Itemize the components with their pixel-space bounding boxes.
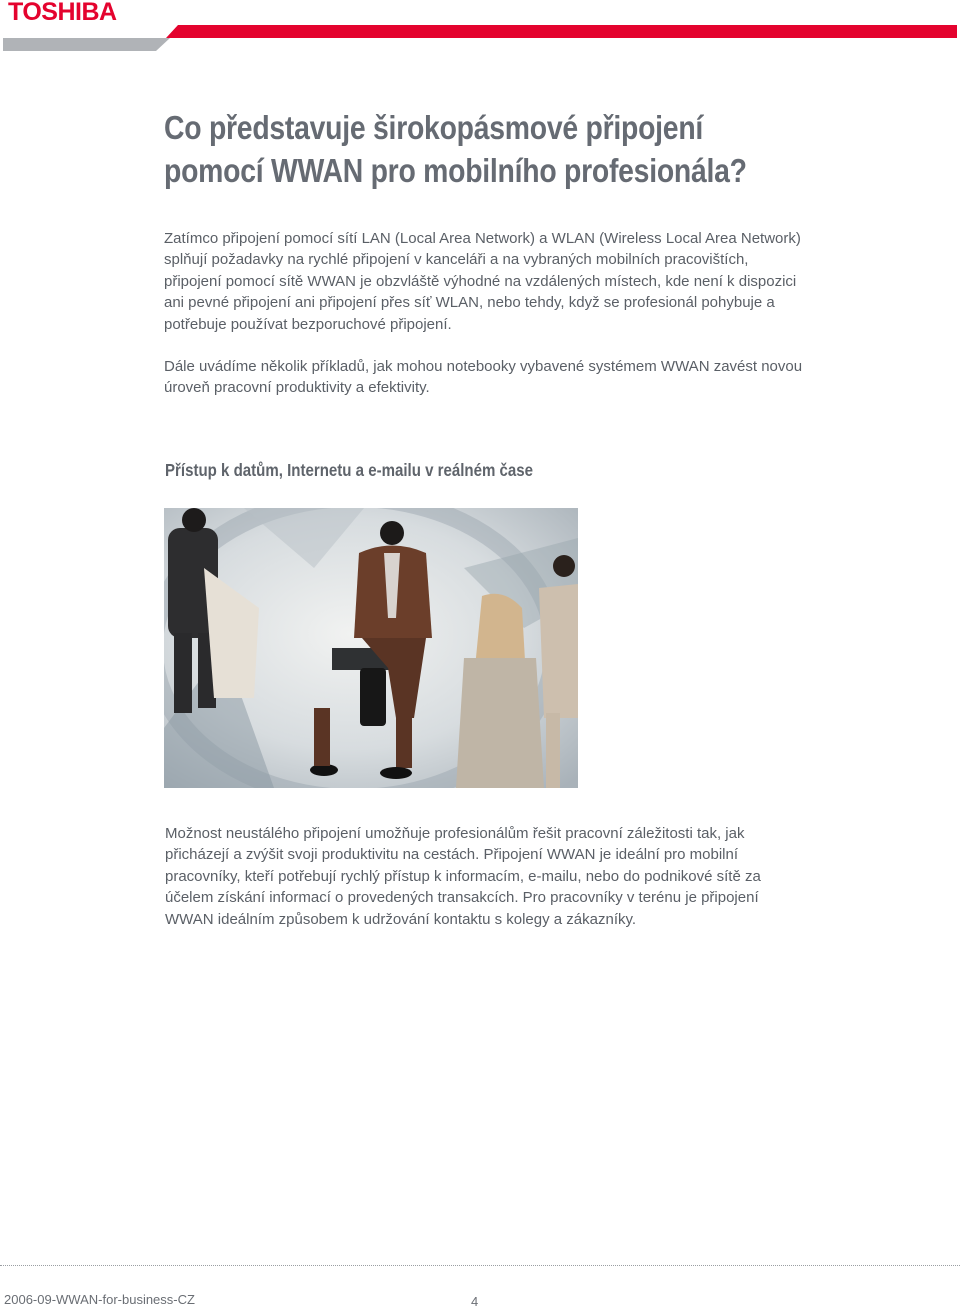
page-title: Co představuje širokopásmové připojení pomocí WWAN pro mobilního profesionála? [164,109,747,189]
footer-divider [0,1265,960,1266]
examples-paragraph: Dále uvádíme několik příkladů, jak mohou notebooky vybavené systémem WWAN zavést novou úroveň pracovní produktivity a efektivity. [164,358,803,397]
section-heading: Přístup k datům, Internetu a e-mailu v reálném čase [165,460,534,480]
toshiba-logo: TOSHIBA [8,0,117,26]
footer-page-number: 4 [471,1294,479,1309]
header-stripe-gray [3,38,170,51]
intro-paragraph: Zatímco připojení pomocí sítí LAN (Local Area Network) a WLAN (Wireless Local Area Network) splňují požadavky na rychlé připojení v kanceláři a na vybraných mobilních pracovištích, připojení pomocí sítě WWAN je obzvláště výhodné na vzdálených místech, kde není k dispozici ani pevné připojení ani připojení přes síť WLAN, nebo tehdy, když se profesionál pohybuje a potřebuje používat bezporuchové připojení. [164,230,801,333]
footer-document-name: 2006-09-WWAN-for-business-CZ [4,1292,195,1307]
business-people-photo [164,508,578,788]
section-body-paragraph: Možnost neustálého připojení umožňuje profesionálům řešit pracovní záležitosti tak, jak přicházejí a zvýšit svoji produktivitu na cestách. Připojení WWAN je ideální pro mobilní pracovníky, kteří potřebují rychlý přístup k informacím, e-mailu, nebo do podnikové sítě za účelem získání informací o provedených transakcích. Pro pracovníky v terénu je připojení WWAN ideálním způsobem k udržování kontaktu s kolegy a zákazníky. [165,825,761,928]
header-stripe-red [166,25,957,38]
header-stripe [0,20,960,54]
